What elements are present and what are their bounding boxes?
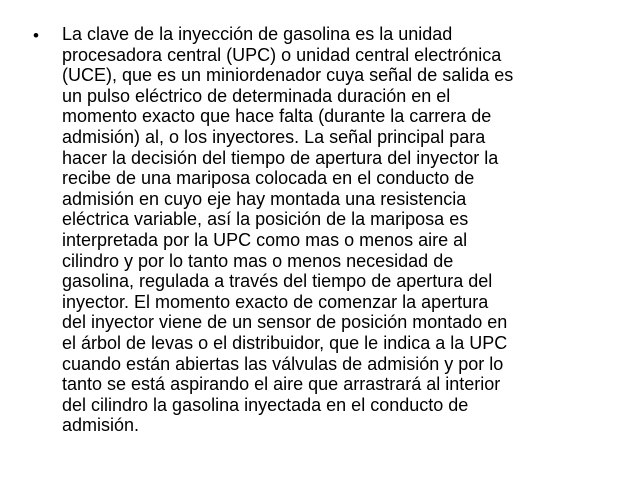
paragraph-line: La clave de la inyección de gasolina es la unidad <box>62 24 453 44</box>
paragraph-line: tanto se está aspirando el aire que arrastrará al interior <box>62 374 501 395</box>
paragraph-line: inyector. El momento exacto de comenzar la apertura <box>62 291 489 312</box>
paragraph-line: del cilindro la gasolina inyectada en el conducto de <box>62 394 469 415</box>
paragraph-line: eléctrica variable, así la posición de la mariposa es <box>62 209 469 230</box>
paragraph-line: un pulso eléctrico de determinada duración en el <box>62 85 451 106</box>
paragraph-line: admisión en cuyo eje hay montada una resistencia <box>62 188 467 209</box>
paragraph-line: admisión) al, o los inyectores. La señal principal para <box>62 126 486 147</box>
paragraph-line: gasolina, regulada a través del tiempo de apertura del <box>62 271 493 292</box>
paragraph-line: recibe de una mariposa colocada en el conducto de <box>62 168 475 189</box>
paragraph-line: cuando están abiertas las válvulas de admisión y por lo <box>62 353 504 374</box>
bullet-marker: • <box>33 26 39 45</box>
paragraph-line: admisión. <box>62 415 140 436</box>
paragraph-line: hacer la decisión del tiempo de apertura del inyector la <box>62 147 499 168</box>
paragraph-line: cilindro y por lo tanto mas o menos necesidad de <box>62 250 454 271</box>
paragraph-line: interpretada por la UPC como mas o menos aire al <box>62 229 468 250</box>
bullet-paragraph <box>62 24 613 436</box>
paragraph-line: procesadora central (UPC) o unidad central electrónica <box>62 44 502 65</box>
paragraph-line: el árbol de levas o el distribuidor, que le indica a la UPC <box>62 332 508 353</box>
paragraph-line: del inyector viene de un sensor de posición montado en <box>62 312 508 333</box>
paragraph-line: (UCE), que es un miniordenador cuya señal de salida es <box>62 65 514 86</box>
paragraph-line: momento exacto que hace falta (durante la carrera de <box>62 106 492 127</box>
